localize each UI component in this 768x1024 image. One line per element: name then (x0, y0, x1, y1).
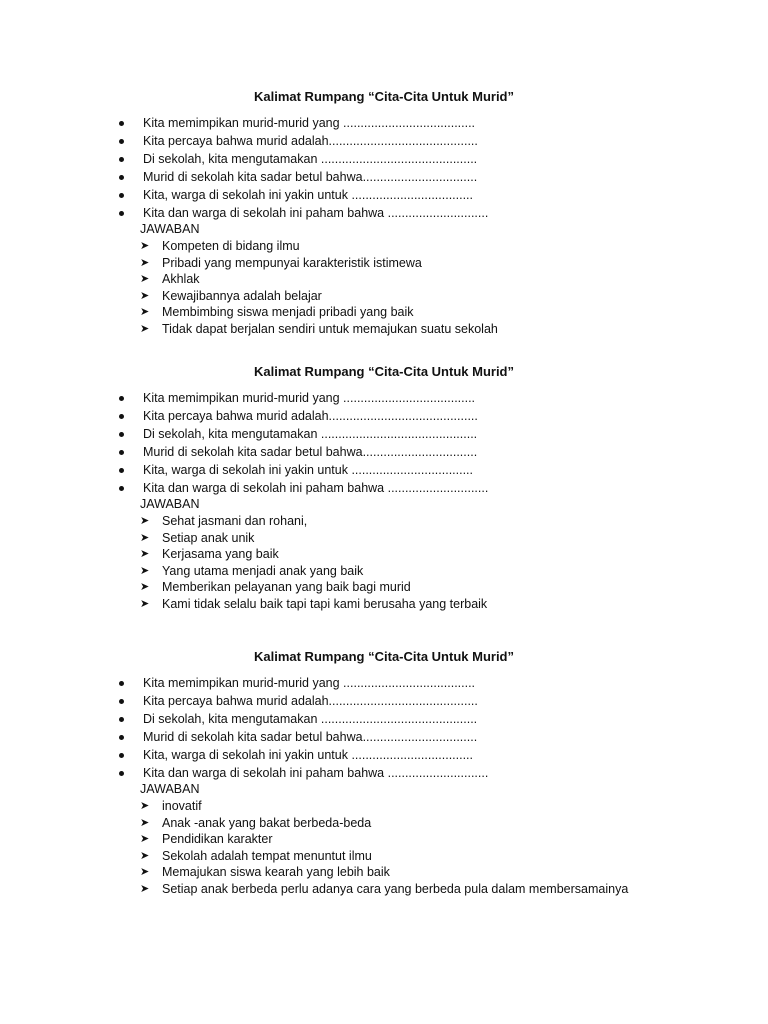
bullet-icon (119, 486, 124, 491)
answer-item: ➤ Kewajibannya adalah belajar (140, 288, 322, 303)
bullet-icon (119, 121, 124, 126)
answer-list (140, 798, 628, 898)
bullet-icon (119, 157, 124, 162)
bullet-icon (119, 753, 124, 758)
arrow-bullet-icon: ➤ (140, 833, 150, 846)
arrow-bullet-icon: ➤ (140, 531, 150, 544)
arrow-bullet-icon: ➤ (140, 866, 150, 879)
section-title: Kalimat Rumpang “Cita-Cita Untuk Murid” (253, 364, 514, 379)
bullet-icon (119, 468, 124, 473)
section-title: Kalimat Rumpang “Cita-Cita Untuk Murid” (253, 649, 514, 664)
arrow-bullet-icon: ➤ (140, 273, 150, 286)
answer-item: ➤ Akhlak (140, 272, 200, 287)
question-item: Kita percaya bahwa murid adalah........................................... (116, 692, 488, 710)
arrow-bullet-icon: ➤ (140, 800, 150, 812)
answer-item: ➤ Anak -anak yang bakat berbeda-beda (140, 815, 372, 830)
arrow-bullet-icon: ➤ (140, 548, 150, 561)
question-item: Kita memimpikan murid-murid yang ...................................... (116, 389, 488, 407)
question-item: Kita percaya bahwa murid adalah........................................... (116, 132, 488, 150)
answer-list (140, 513, 487, 613)
bullet-icon (119, 681, 124, 686)
bullet-icon (119, 450, 124, 455)
arrow-bullet-icon: ➤ (140, 597, 150, 610)
bullet-icon (119, 139, 124, 144)
arrow-bullet-icon: ➤ (140, 564, 150, 577)
arrow-bullet-icon: ➤ (140, 240, 150, 252)
question-item: Kita, warga di sekolah ini yakin untuk ................................... (116, 461, 488, 479)
answer-item: ➤ Yang utama menjadi anak yang baik (140, 563, 364, 578)
question-list (116, 114, 488, 222)
arrow-bullet-icon: ➤ (140, 581, 150, 594)
bullet-icon (119, 432, 124, 437)
answer-item: ➤ Membimbing siswa menjadi pribadi yang baik (140, 305, 414, 320)
arrow-bullet-icon: ➤ (140, 882, 150, 895)
answer-item: ➤ Setiap anak unik (140, 530, 255, 545)
arrow-bullet-icon: ➤ (140, 289, 150, 302)
question-item: Kita memimpikan murid-murid yang ...................................... (116, 114, 488, 132)
question-item: Murid di sekolah kita sadar betul bahwa................................. (116, 728, 488, 746)
bullet-icon (119, 771, 124, 776)
arrow-bullet-icon: ➤ (140, 306, 150, 319)
bullet-icon (119, 717, 124, 722)
question-item: Di sekolah, kita mengutamakan ............................................. (116, 425, 488, 443)
answer-label: JAWABAN (140, 222, 200, 236)
answer-item: ➤ Kompeten di bidang ilmu (140, 239, 300, 253)
answer-item: ➤ Kami tidak selalu baik tapi tapi kami berusaha yang terbaik (140, 596, 488, 611)
question-item: Kita dan warga di sekolah ini paham bahwa ............................. (116, 204, 488, 222)
question-item: Murid di sekolah kita sadar betul bahwa................................. (116, 168, 488, 186)
question-list (116, 389, 488, 497)
bullet-icon (119, 414, 124, 419)
arrow-bullet-icon: ➤ (140, 256, 150, 269)
bullet-icon (119, 211, 124, 216)
bullet-icon (119, 735, 124, 740)
answer-item: ➤ Memberikan pelayanan yang baik bagi murid (140, 580, 411, 595)
question-item: Di sekolah, kita mengutamakan ............................................. (116, 150, 488, 168)
answer-item: ➤ Pribadi yang mempunyai karakteristik istimewa (140, 255, 422, 270)
answer-item: ➤ Sehat jasmani dan rohani, (140, 514, 308, 528)
bullet-icon (119, 699, 124, 704)
answer-item: ➤ Sekolah adalah tempat menuntut ilmu (140, 848, 372, 863)
arrow-bullet-icon: ➤ (140, 816, 150, 829)
bullet-icon (119, 175, 124, 180)
answer-label: JAWABAN (140, 497, 200, 511)
question-item: Kita memimpikan murid-murid yang ...................................... (116, 674, 488, 692)
section-title: Kalimat Rumpang “Cita-Cita Untuk Murid” (253, 89, 514, 104)
question-list (116, 674, 488, 782)
answer-item: ➤ inovatif (140, 799, 202, 813)
answer-item: ➤ Memajukan siswa kearah yang lebih baik (140, 865, 390, 880)
arrow-bullet-icon: ➤ (140, 849, 150, 862)
answer-item: ➤ Tidak dapat berjalan sendiri untuk memajukan suatu sekolah (140, 321, 498, 336)
question-item: Murid di sekolah kita sadar betul bahwa................................. (116, 443, 488, 461)
question-item: Kita, warga di sekolah ini yakin untuk ................................... (116, 746, 488, 764)
bullet-icon (119, 396, 124, 401)
arrow-bullet-icon: ➤ (140, 515, 150, 527)
question-item: Kita, warga di sekolah ini yakin untuk ................................... (116, 186, 488, 204)
answer-item: ➤ Pendidikan karakter (140, 832, 273, 847)
arrow-bullet-icon: ➤ (140, 322, 150, 335)
question-item: Kita percaya bahwa murid adalah........................................... (116, 407, 488, 425)
bullet-icon (119, 193, 124, 198)
question-item: Kita dan warga di sekolah ini paham bahwa ............................. (116, 479, 488, 497)
answer-item: ➤ Setiap anak berbeda perlu adanya cara yang berbeda pula dalam membersamainya (140, 881, 629, 896)
answer-item: ➤ Kerjasama yang baik (140, 547, 279, 562)
question-item: Kita dan warga di sekolah ini paham bahwa ............................. (116, 764, 488, 782)
answer-list (140, 238, 498, 338)
answer-label: JAWABAN (140, 782, 200, 796)
question-item: Di sekolah, kita mengutamakan ............................................. (116, 710, 488, 728)
